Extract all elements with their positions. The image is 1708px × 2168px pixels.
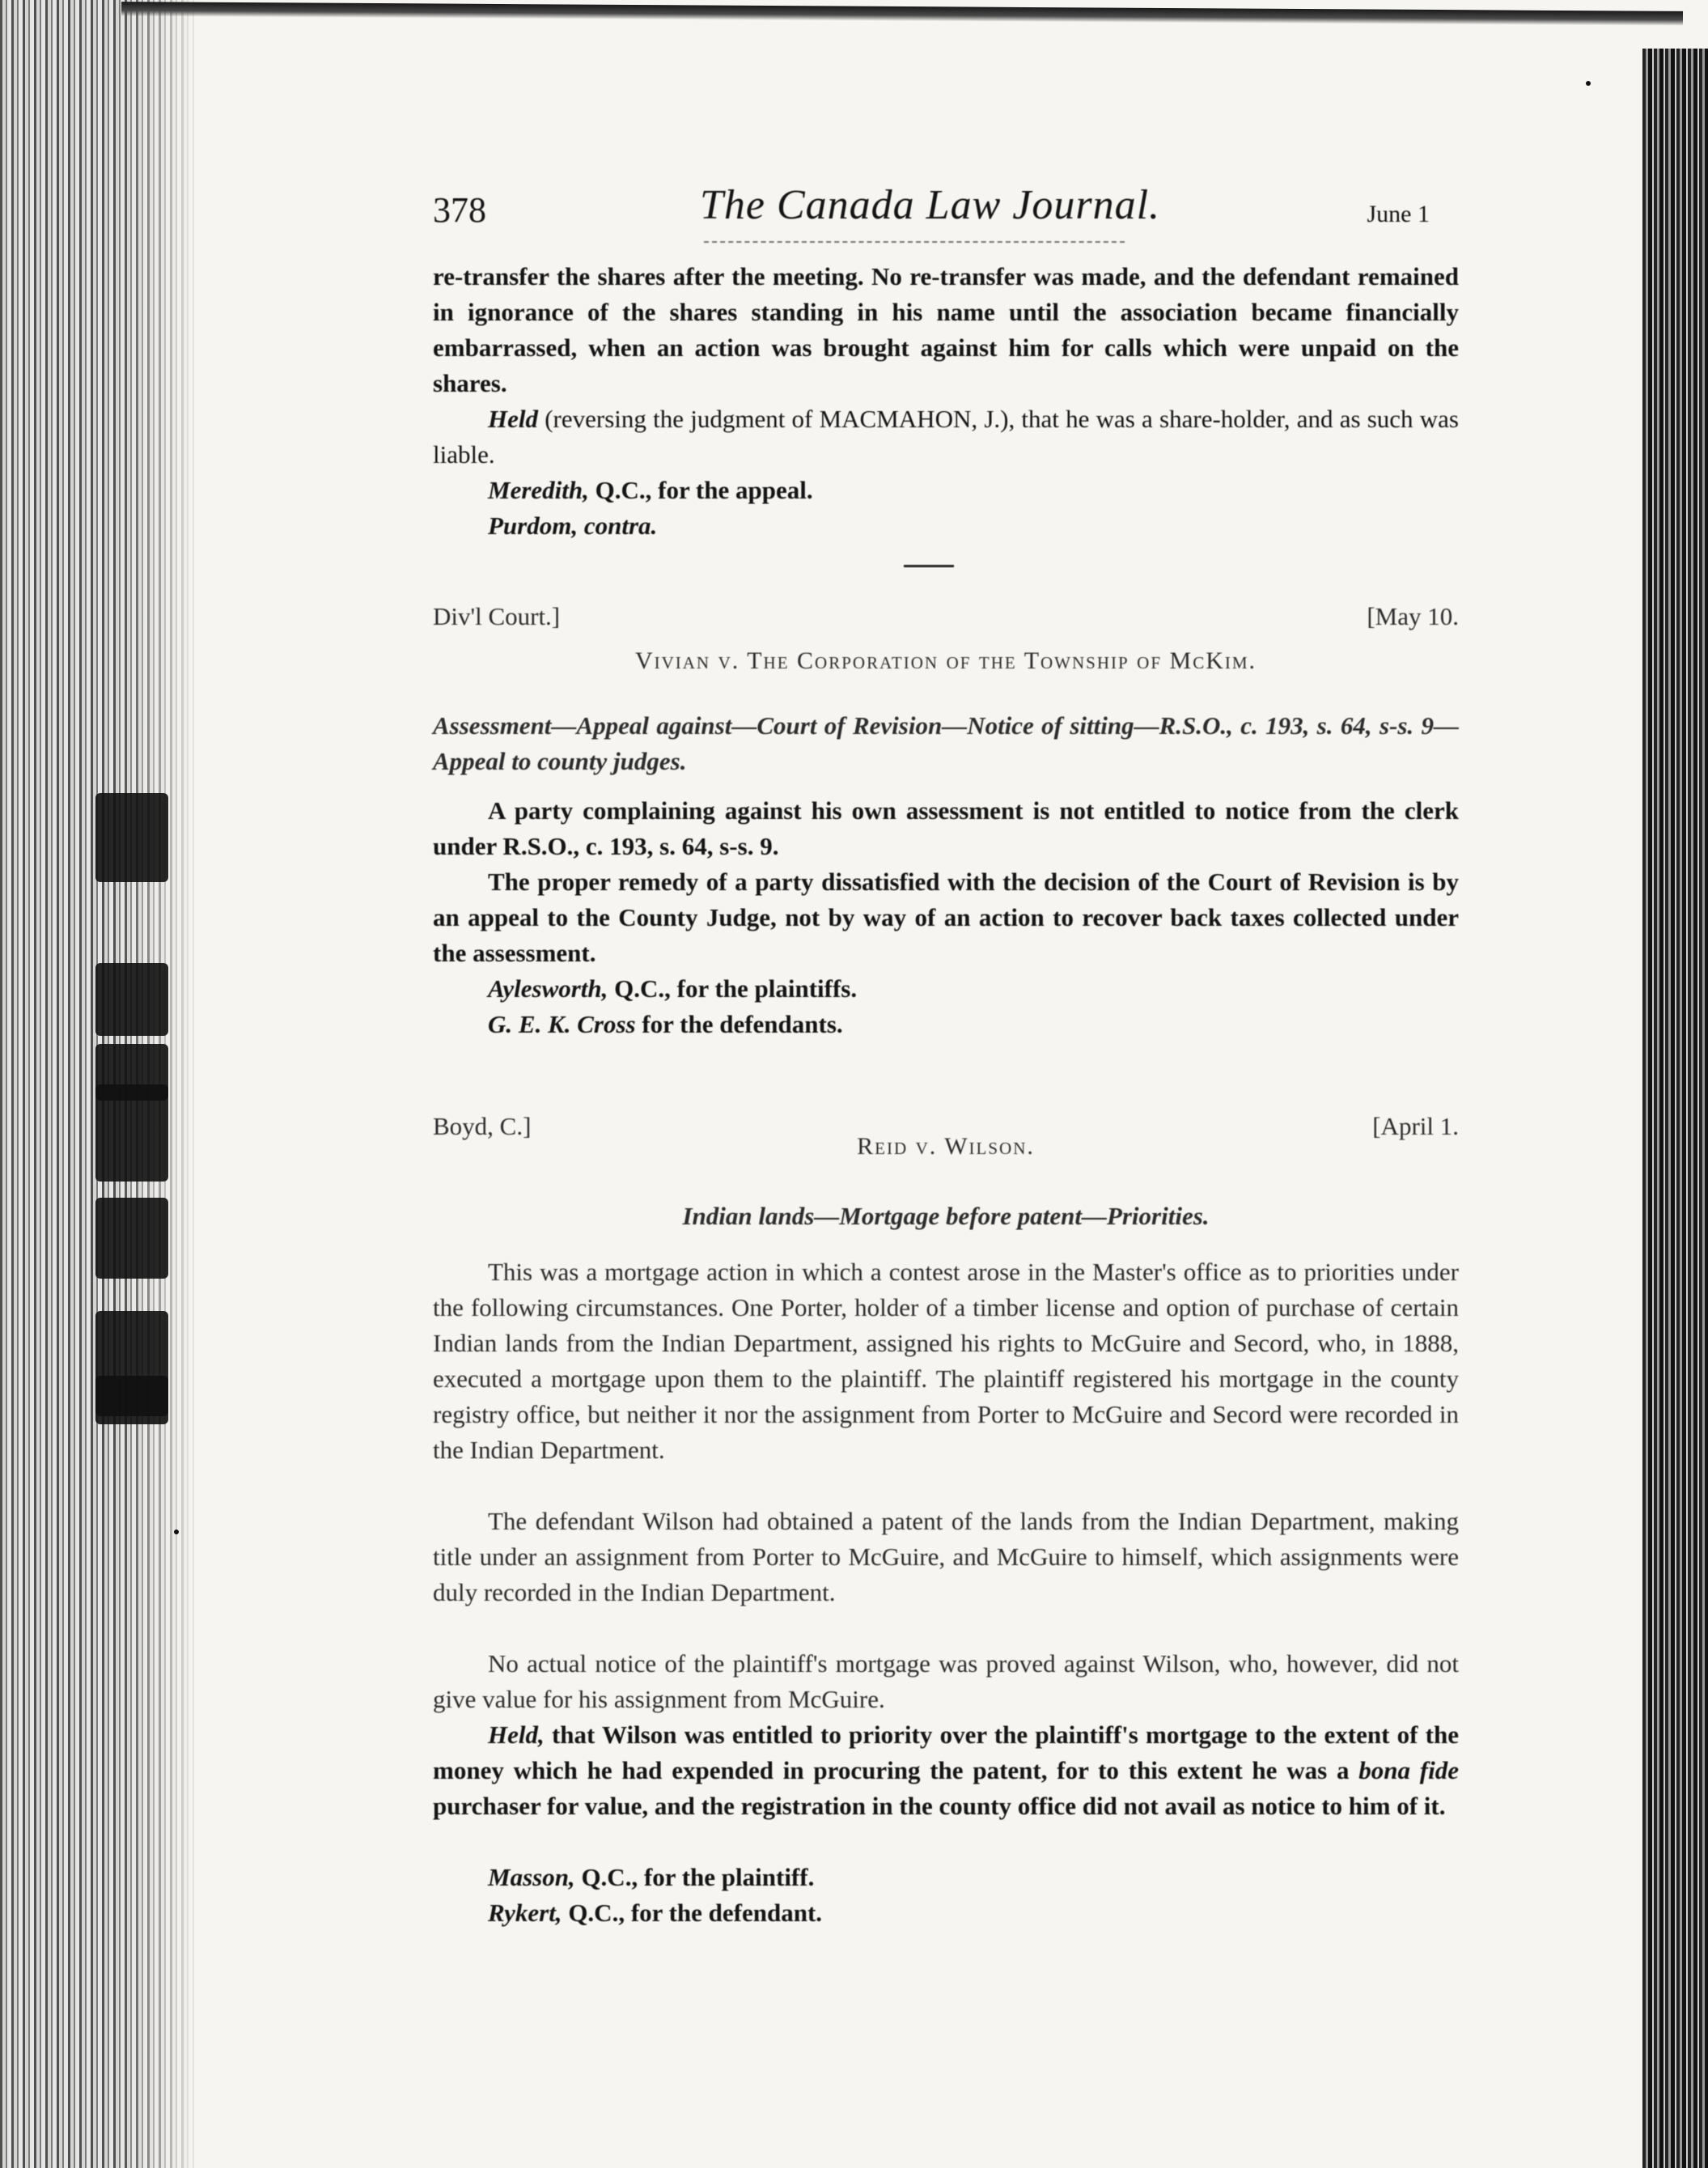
counsel-name: Masson, bbox=[488, 1863, 575, 1891]
counsel-role: Q.C., for the plaintiffs. bbox=[614, 974, 858, 1003]
header-underline bbox=[704, 241, 1125, 243]
ink-bleed-mark bbox=[95, 1376, 168, 1424]
case2-paragraph-2: The proper remedy of a party dissatisfied with the decision of the Court of Revision is by an appeal to the County Judge, not by way of an action to recover back taxes collected under the assessment. bbox=[433, 868, 1459, 967]
journal-title: The Canada Law Journal. bbox=[700, 182, 1161, 228]
case2-paragraph-1: A party complaining against his own assessment is not entitled to notice from the clerk under R.S.O., c. 193, s. 64, s-s. 9. bbox=[433, 796, 1459, 860]
held-italic: bona fide bbox=[1358, 1756, 1459, 1784]
case3-counsel-plaintiff bbox=[488, 1860, 814, 1895]
case1-counsel-appeal bbox=[488, 473, 813, 508]
held-text-a: that Wilson was entitled to priority over the plaintiff's mortgage to the extent of the money which he had expended in procuring the patent, for to this extent he was a bbox=[433, 1720, 1459, 1784]
ink-bleed-mark bbox=[95, 1198, 168, 1279]
counsel-name: Purdom, contra. bbox=[488, 511, 658, 540]
case2-counsel-defendants bbox=[488, 1007, 843, 1042]
counsel-role: for the defendants. bbox=[642, 1010, 843, 1038]
case3-held bbox=[433, 1717, 1459, 1824]
counsel-role: Q.C., for the appeal. bbox=[595, 476, 813, 504]
counsel-role: Q.C., for the plaintiff. bbox=[581, 1863, 815, 1891]
case3-paragraph-1: This was a mortgage action in which a contest arose in the Master's office as to priorities under the following circumstances. One Porter, holder of a timber license and option of purchase of certain Indian lands from the Indian Department, assigned his rights to McGuire and Secord, who, in 1888, executed a mortgage upon them to the plaintiff. The plaintiff registered his mortgage in the county registry office, but neither it nor the assignment from Porter to McGuire and Secord were recorded in the Indian Department. bbox=[433, 1258, 1459, 1464]
case2-counsel-plaintiffs bbox=[488, 971, 857, 1007]
case2-title: Vivian v. The Corporation of the Township of McKim. bbox=[634, 647, 1257, 674]
header-date: June 1 bbox=[1367, 201, 1430, 227]
case3-title: Reid v. Wilson. bbox=[857, 1133, 1035, 1160]
counsel-name: Rykert, bbox=[488, 1899, 562, 1927]
scan-top-edge bbox=[121, 2, 1683, 26]
held-text-b: purchaser for value, and the registration in the county office did not avail as notice to him of it. bbox=[433, 1792, 1446, 1820]
ink-bleed-mark bbox=[95, 793, 168, 882]
section-divider bbox=[904, 565, 954, 567]
decision-date: [April 1. bbox=[1372, 1112, 1459, 1140]
case2-court-line bbox=[433, 599, 1459, 634]
case3-head-notes: Indian lands—Mortgage before patent—Priorities. bbox=[682, 1202, 1210, 1230]
held-label: Held bbox=[488, 405, 538, 433]
decision-date: [May 10. bbox=[1367, 602, 1459, 630]
page-number: 378 bbox=[433, 190, 486, 230]
counsel-name: Meredith, bbox=[488, 476, 589, 504]
scan-right-binding-edge bbox=[1642, 49, 1708, 2168]
case1-paragraph: re-transfer the shares after the meeting. No re-transfer was made, and the defendant remained in ignorance of the shares standing in his name until the association became financially embarrassed, when an action was brought against him for calls which were unpaid on the shares. bbox=[433, 262, 1459, 397]
case3-paragraph-3: No actual notice of the plaintiff's mortgage was proved against Wilson, who, however, did not give value for his assignment from McGuire. bbox=[433, 1649, 1459, 1713]
case3-paragraph-2: The defendant Wilson had obtained a patent of the lands from the Indian Department, making title under an assignment from Porter to McGuire, and McGuire to himself, which assignments were duly recorded in the Indian Department. bbox=[433, 1507, 1459, 1606]
case3-counsel-defendant bbox=[488, 1895, 822, 1931]
case1-counsel-contra bbox=[488, 508, 657, 544]
court-name: Div'l Court.] bbox=[433, 602, 561, 630]
counsel-name: Aylesworth, bbox=[488, 974, 608, 1003]
page-header bbox=[433, 178, 1459, 251]
ink-bleed-mark bbox=[95, 1084, 168, 1182]
held-text: (reversing the judgment of MACMAHON, J.), that he was a share-holder, and as such was liable. bbox=[433, 405, 1459, 469]
ink-speck bbox=[174, 1529, 179, 1534]
case2-head-notes: Assessment—Appeal against—Court of Revision—Notice of sitting—R.S.O., c. 193, s. 64, s-s. 9—Appeal to county judges. bbox=[433, 711, 1459, 775]
ink-speck bbox=[1586, 81, 1591, 86]
counsel-role: Q.C., for the defendant. bbox=[568, 1899, 823, 1927]
ink-bleed-mark bbox=[95, 963, 168, 1036]
counsel-name: G. E. K. Cross bbox=[488, 1010, 636, 1038]
court-name: Boyd, C.] bbox=[433, 1112, 532, 1140]
case1-held bbox=[433, 401, 1459, 473]
held-label: Held, bbox=[488, 1720, 545, 1749]
